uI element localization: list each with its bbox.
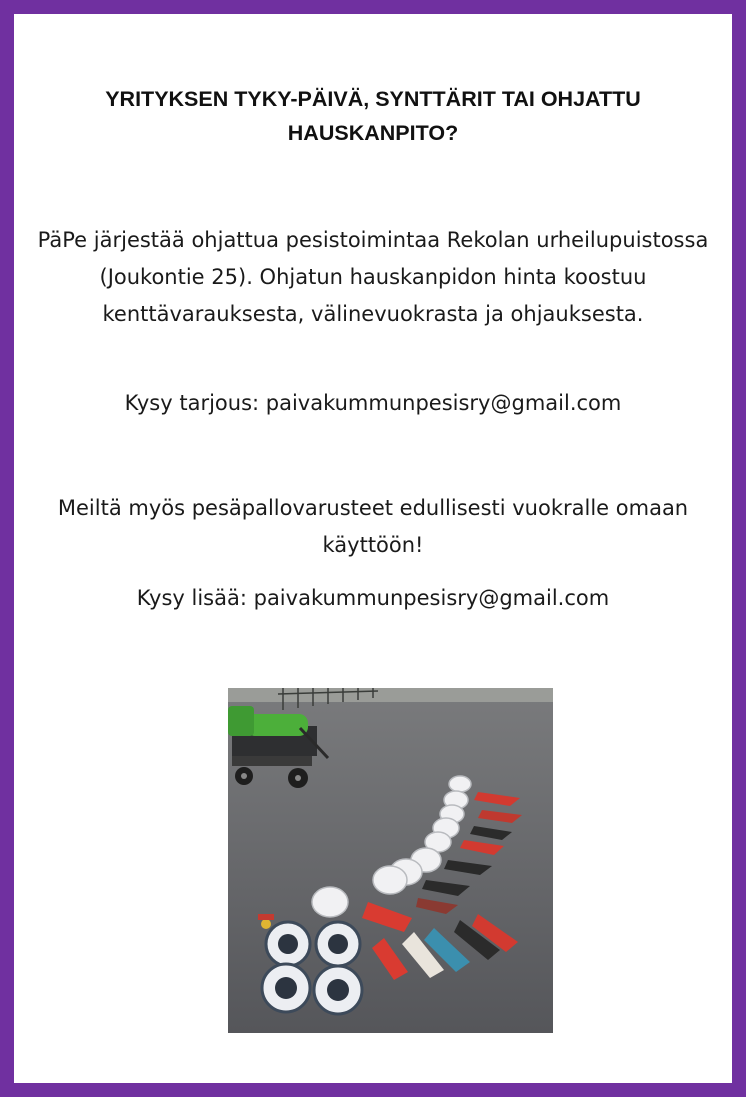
background-area [228,688,553,702]
rental-paragraph: Meiltä myös pesäpallovarusteet edullisesti vuokralle omaan käyttöön! [57,496,689,557]
page-title: YRITYKSEN TYKY-PÄIVÄ, SYNTTÄRIT TAI OHJATTU HAUSKANPITO? [105,87,641,145]
description-paragraph: PäPe järjestää ohjattua pesistoimintaa Rekolan urheilupuistossa (Joukontie 25). Ohjatun hauskanpidon hinta koostuu kenttävarauksesta, välinevuokrasta ja ohjauksesta. [37,228,709,326]
more-info-contact-line: Kysy lisää: paivakummunpesisry@gmail.com [136,586,610,610]
equipment-photo [228,688,553,1033]
offer-contact-line: Kysy tarjous: paivakummunpesisry@gmail.com [124,391,622,415]
